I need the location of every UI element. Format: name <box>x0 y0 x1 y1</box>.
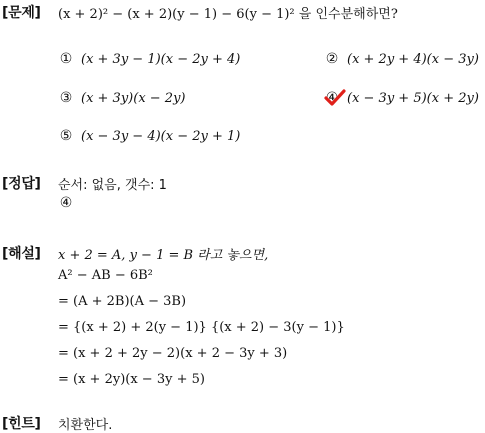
explanation-line-2: A² − AB − 6B² <box>58 268 153 283</box>
option-5-text[interactable]: (x − 3y − 4)(x − 2y + 1) <box>81 129 241 144</box>
hint-text: 치환한다. <box>58 418 113 433</box>
explanation-line-1: x + 2 = A, y − 1 = B 라고 놓으면, <box>58 248 269 263</box>
option-1-number: ① <box>59 51 73 67</box>
option-1-text[interactable]: (x + 3y − 1)(x − 2y + 4) <box>81 52 241 67</box>
explanation-line-4: = {(x + 2) + 2(y − 1)} {(x + 2) − 3(y − 1)} <box>58 320 345 335</box>
option-3-text[interactable]: (x + 3y)(x − 2y) <box>81 91 186 106</box>
explanation-line-5: = (x + 2 + 2y − 2)(x + 2 − 3y + 3) <box>58 346 288 361</box>
question-text: (x + 2)² − (x + 2)(y − 1) − 6(y − 1)² 을 인수분해하면? <box>58 7 398 22</box>
option-5-number: ⑤ <box>59 128 73 144</box>
option-4-number: ④ <box>325 90 339 106</box>
red-checkmark-icon <box>324 89 346 107</box>
explanation-line-3: = (A + 2B)(A − 3B) <box>58 294 187 309</box>
explanation-tag: [해설] <box>2 246 41 262</box>
option-2-text[interactable]: (x + 2y + 4)(x − 3y) <box>347 52 479 67</box>
hint-tag: [힌트] <box>2 416 41 432</box>
explanation-line-6: = (x + 2y)(x − 3y + 5) <box>58 372 205 387</box>
answer-tag: [정답] <box>2 176 41 192</box>
option-4-text[interactable]: (x − 3y + 5)(x + 2y) <box>347 91 479 106</box>
option-2-number: ② <box>325 51 339 67</box>
answer-value: ④ <box>59 195 73 211</box>
answer-summary: 순서: 없음, 갯수: 1 <box>58 178 167 193</box>
option-3-number: ③ <box>59 90 73 106</box>
question-tag: [문제] <box>2 5 41 21</box>
